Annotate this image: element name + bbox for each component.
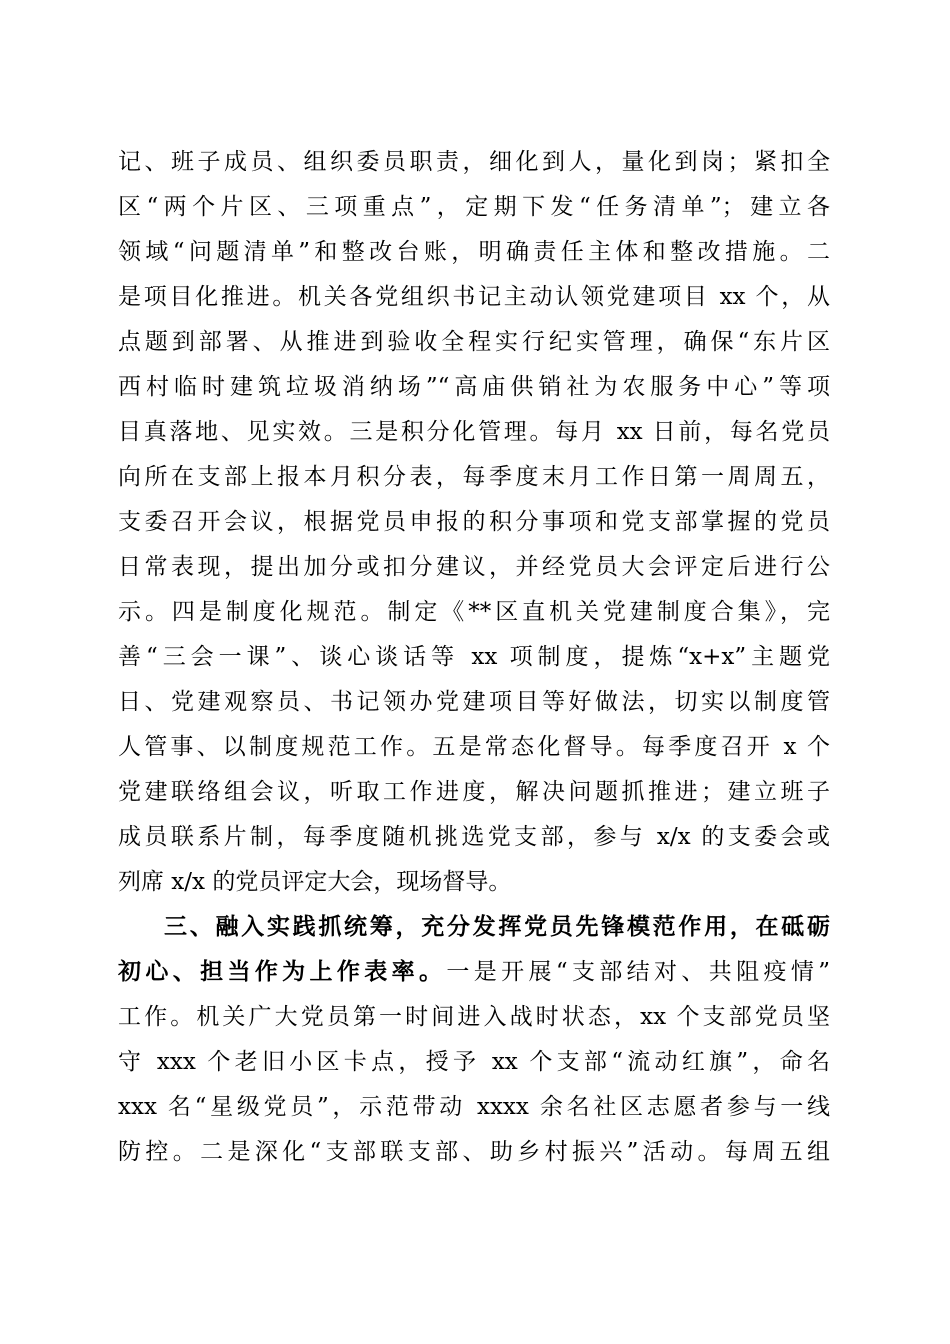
text-line: 日、党建观察员、书记领办党建项目等好做法，切实以制度管 [118, 689, 830, 715]
text-line: 党建联络组会议，听取工作进度，解决问题抓推进；建立班子 [118, 779, 830, 805]
text-line: 是项目化推进。机关各党组织书记主动认领党建项目 xx 个，从 [118, 284, 830, 310]
text-run: 一是开展“支部结对、共阻疫情” [446, 959, 830, 985]
text-line: 支委召开会议，根据党员申报的积分事项和党支部掌握的党员 [118, 509, 830, 535]
text-line: 记、班子成员、组织委员职责，细化到人，量化到岗；紧扣全 [118, 149, 830, 175]
document-body [118, 140, 830, 1175]
text-line: 示。四是制度化规范。制定《**区直机关党建制度合集》，完 [118, 599, 830, 625]
text-line: 列席 x/x 的党员评定大会，现场督导。 [118, 869, 512, 895]
text-line: 善“三会一课”、谈心谈话等 xx 项制度，提炼“x+x”主题党 [118, 644, 830, 670]
text-line: xxx 名“星级党员”，示范带动 xxxx 余名社区志愿者参与一线 [118, 1094, 830, 1120]
text-line: 人管事、以制度规范工作。五是常态化督导。每季度召开 x 个 [118, 734, 830, 760]
text-line: 工作。机关广大党员第一时间进入战时状态，xx 个支部党员坚 [118, 1004, 830, 1030]
text-line: 守 xxx 个老旧小区卡点，授予 xx 个支部“流动红旗”，命名 [118, 1049, 830, 1075]
section-heading-line [118, 905, 830, 950]
text-line: 防控。二是深化“支部联支部、助乡村振兴”活动。每周五组 [118, 1139, 830, 1165]
text-line: 西村临时建筑垃圾消纳场”“高庙供销社为农服务中心”等项 [118, 374, 830, 400]
section-heading: 三、融入实践抓统筹，充分发挥党员先锋模范作用，在砥砺 [164, 914, 830, 940]
text-line: 领域“问题清单”和整改台账，明确责任主体和整改措施。二 [118, 239, 830, 265]
text-line [118, 950, 830, 995]
text-line: 日常表现，提出加分或扣分建议，并经党员大会评定后进行公 [118, 554, 830, 580]
paragraph-section-3 [118, 905, 830, 1175]
text-line: 区“两个片区、三项重点”，定期下发“任务清单”；建立各 [118, 194, 830, 220]
text-line: 目真落地、见实效。三是积分化管理。每月 xx 日前，每名党员 [118, 419, 830, 445]
paragraph-2-continuation [118, 140, 830, 905]
text-line: 点题到部署、从推进到验收全程实行纪实管理，确保“东片区 [118, 329, 830, 355]
text-line: 向所在支部上报本月积分表，每季度末月工作日第一周周五， [118, 464, 830, 490]
text-line: 成员联系片制，每季度随机挑选党支部，参与 x/x 的支委会或 [118, 824, 830, 850]
section-heading-continuation: 初心、担当作为上作表率。 [118, 959, 447, 985]
